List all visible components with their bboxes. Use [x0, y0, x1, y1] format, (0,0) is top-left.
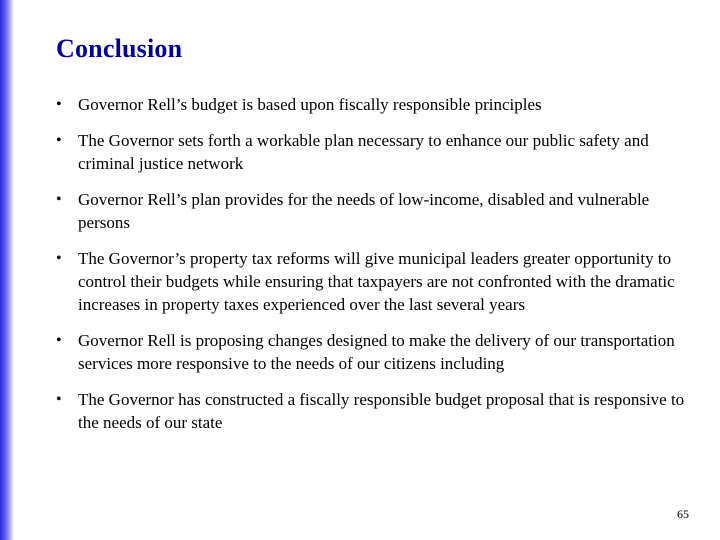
bullet-icon: •	[56, 332, 62, 349]
bullet-item	[56, 388, 686, 434]
bullet-item	[56, 93, 686, 116]
bullet-icon: •	[56, 250, 62, 267]
page-number: 65	[677, 507, 689, 521]
bullet-item	[56, 247, 686, 316]
bullet-text: Governor Rell’s budget is based upon fiscally responsible principles	[78, 95, 542, 114]
bullet-text: The Governor has constructed a fiscally responsible budget proposal that is responsive to the needs of our state	[78, 390, 685, 432]
bullet-icon: •	[56, 391, 62, 408]
bullet-text: The Governor’s property tax reforms will give municipal leaders greater opportunity to control their budgets while ensuring that taxpayers are not confronted with the dramatic increases in property taxes experienced over the last several years	[78, 249, 675, 314]
bullet-list	[56, 93, 686, 447]
bullet-icon: •	[56, 132, 62, 149]
left-accent-bar	[0, 0, 14, 540]
bullet-text: Governor Rell’s plan provides for the needs of low-income, disabled and vulnerable persons	[78, 190, 650, 232]
bullet-text: The Governor sets forth a workable plan necessary to enhance our public safety and criminal justice network	[78, 131, 649, 173]
bullet-icon: •	[56, 96, 62, 113]
bullet-item	[56, 188, 686, 234]
bullet-text: Governor Rell is proposing changes designed to make the delivery of our transportation services more responsive to the needs of our citizens including	[78, 331, 675, 373]
slide-title: Conclusion	[56, 34, 183, 63]
bullet-item	[56, 329, 686, 375]
bullet-item	[56, 129, 686, 175]
bullet-icon: •	[56, 191, 62, 208]
